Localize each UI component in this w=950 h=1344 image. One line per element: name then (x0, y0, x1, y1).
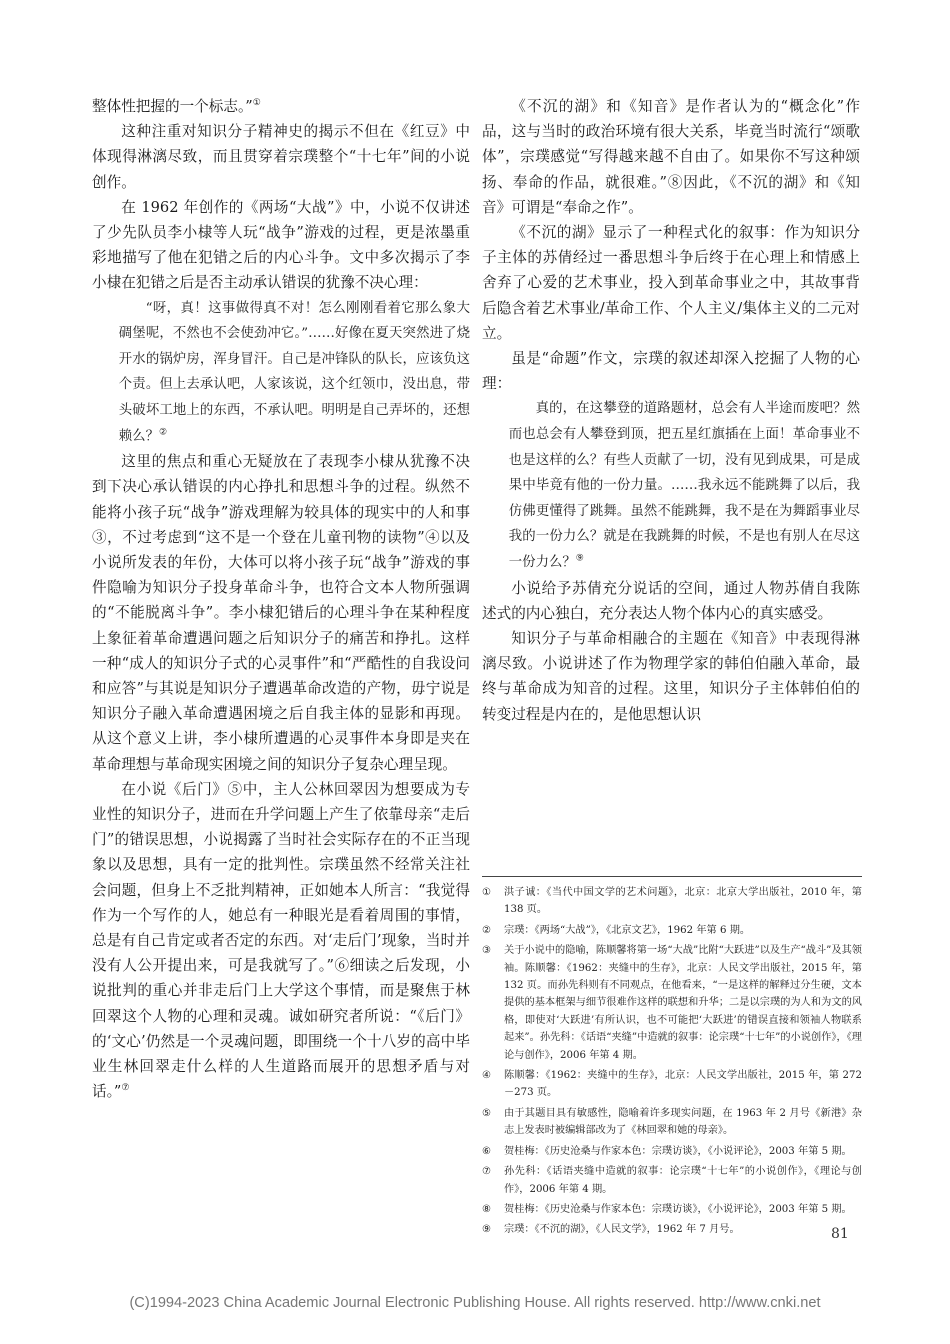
footnote (482, 1221, 862, 1238)
footnote (482, 884, 862, 919)
paragraph: 小说给予苏倩充分说话的空间，通过人物苏倩自我陈述式的内心独白，充分表达人物个体内心的真实感受。 (482, 579, 860, 622)
paragraph: 《不沉的湖》和《知音》是作者认为的“概念化”作品，这与当时的政治环境有很大关系，毕竟当时流行“颂歌体”，宗璞感觉“写得越来越不自由了。如果你不写这种颂扬、奉命的作品，就很难。”⑧因此，《不沉的湖》和《知音》可谓是“奉命之作”。 (482, 98, 860, 216)
footnote-number: ① (482, 887, 492, 898)
paragraph: 整体性把握的一个标志。”① (92, 98, 261, 115)
footnote-ref[interactable]: ⑦ (121, 1083, 130, 1094)
footnote-number: ⑧ (482, 1203, 492, 1215)
paragraph: 这种注重对知识分子精神史的揭示不但在《红豆》中体现得淋漓尽致，而且贯穿着宗璞整个“十七年”间的小说创作。 (92, 123, 470, 191)
footnote-ref[interactable]: ① (252, 98, 261, 109)
footnote-number: ⑨ (482, 1224, 492, 1236)
footnote-ref[interactable]: ⑨ (575, 553, 584, 564)
copyright-footer: (C)1994-2023 China Academic Journal Electronic Publishing House. All rights reserved. http://www.cnki.net (129, 1295, 821, 1311)
footnote-text: 陈顺馨：《1962：夹缝中的生存》，北京：人民文学出版社，2015 年，第 272－273 页。 (504, 1070, 862, 1099)
footnote (482, 942, 862, 1064)
footnote (482, 1067, 862, 1102)
footnote-divider (482, 876, 862, 877)
block-quote: “呀，真！这事做得真不对！怎么刚刚看着它那么象大碉堡呢，不然也不会使劲冲它。”……好像在夏天突然进了烧开水的锅炉房，浑身冒汗。自己是冲锋队的队长，应该负这个责。但上去承认吧，人家该说，这个红领巾，没出息，带头破坏工地上的东西，不承认吧。明明是自己弄坏的，还想赖么？② (118, 300, 470, 444)
footnote (482, 1105, 862, 1140)
footnote-text: 洪子诚：《当代中国文学的艺术问题》，北京：北京大学出版社，2010 年，第 138 页。 (504, 887, 862, 916)
paragraph: 《不沉的湖》显示了一种程式化的叙事：作为知识分子主体的苏倩经过一番思想斗争后终于在心理上和情感上舍弃了心爱的艺术事业，投入到革命事业之中，其故事背后隐含着艺术事业/革命工作、个人主义/集体主义的二元对立。 (482, 224, 860, 342)
footnote-text: 宗璞：《不沉的湖》，《人民文学》，1962 年 7 月号。 (504, 1224, 740, 1236)
footnotes (482, 884, 862, 1242)
footnote-number: ② (482, 924, 492, 936)
page-number: 81 (831, 1226, 849, 1242)
footnote-text: 关于小说中的隐喻，陈顺馨将第一场“大战”比附“大跃进”以及生产“战斗”及其领袖。陈顺馨：《1962：夹缝中的生存》，北京：人民文学出版社，2015 年，第 132 页。而孙先科则有不同观点，在他看来，“一是这样的解释过分生硬，文本提供的基本框架与细节很难作这样的联想和升华；二是以宗璞的为人和为文的风格，即使对‘大跃进’有所认识，也不可能把‘大跃进’的错误直接和领袖人物联系起来”。孙先科：《话语“夹缝”中造就的叙事：论宗璞“十七年”的小说创作》，《理论与创作》，2006 年第 4 期。 (504, 945, 862, 1061)
footnote-text: 贺桂梅：《历史沧桑与作家本色：宗璞访谈》，《小说评论》，2003 年第 5 期。 (504, 1203, 852, 1215)
paragraph: 知识分子与革命相融合的主题在《知音》中表现得淋漓尽致。小说讲述了作为物理学家的韩伯伯融入革命，最终与革命成为知音的过程。这里，知识分子主体韩伯伯的转变过程是内在的，是他思想认识 (482, 630, 860, 723)
left-column (92, 94, 470, 1104)
footnote (482, 1163, 862, 1198)
footnote-number: ⑥ (482, 1145, 492, 1157)
footnote (482, 1201, 862, 1218)
footnote-text: 贺桂梅：《历史沧桑与作家本色：宗璞访谈》，《小说评论》，2003 年第 5 期。 (504, 1145, 852, 1157)
block-quote: 真的，在这攀登的道路题材，总会有人半途而废吧？然而也总会有人攀登到顶，把五星红旗插在上面！革命事业不也是这样的么？有些人贡献了一切，没有见到成果，可是成果中毕竟有他的一份力量。……我永远不能跳舞了以后，我仿佛更懂得了跳舞。虽然不能跳舞，我不是在为舞蹈事业尽我的一份力么？就是在我跳舞的时候，不是也有别人在尽这一份力么？⑨ (508, 401, 860, 570)
footnote-text: 孙先科：《话语夹缝中造就的叙事：论宗璞“十七年”的小说创作》，《理论与创作》，2006 年第 4 期。 (504, 1166, 862, 1195)
footnote-number: ④ (482, 1070, 492, 1082)
footnote (482, 922, 862, 939)
paragraph: 这里的焦点和重心无疑放在了表现李小棣从犹豫不决到下决心承认错误的内心挣扎和思想斗争的过程。纵然不能将小孩子玩“战争”游戏理解为较具体的现实中的人和事③，不过考虑到“这不是一个登在儿童刊物的读物”④以及小说所发表的年份，大体可以将小孩子玩“战争”游戏的事件隐喻为知识分子投身革命斗争，也符合文本人物所强调的“不能脱离斗争”。李小棣犯错后的心理斗争在某种程度上象征着革命遭遇问题之后知识分子的痛苦和挣扎。这样一种“成人的知识分子式的心灵事件”和“严酷性的自我设问和应答”与其说是知识分子遭遇革命改造的产物，毋宁说是知识分子融入革命遭遇困境之后自我主体的显影和再现。从这个意义上讲，李小棣所遭遇的心灵事件本身即是夹在革命理想与革命现实困境之间的知识分子复杂心理呈现。 (92, 453, 470, 773)
paragraph: 在小说《后门》⑤中，主人公林回翠因为想要成为专业性的知识分子，进而在升学问题上产生了依靠母亲“走后门”的错误思想，小说揭露了当时社会实际存在的不正当现象以及思想，具有一定的批判性。宗璞虽然不经常关注社会问题，但身上不乏批判精神，正如她本人所言：“我觉得作为一个写作的人，她总有一种眼光是看着周围的事情，总是有自己肯定或者否定的东西。对‘走后门’现象，当时并没有人公开提出来，可是我就写了。”⑥细读之后发现，小说批判的重心并非走后门上大学这个事情，而是聚焦于林回翠这个人物的心理和灵魂。诚如研究者所说：“《后门》的‘文心’仍然是一个灵魂问题，即围绕一个十八岁的高中毕业生林回翠走什么样的人生道路而展开的思想矛盾与对话。”⑦ (92, 780, 470, 1101)
footnote-ref[interactable]: ② (158, 427, 168, 438)
footnote-number: ⑦ (482, 1166, 492, 1178)
paragraph: 在 1962 年创作的《两场“大战”》中，小说不仅讲述了少先队员李小棣等人玩“战争”游戏的过程，更是浓墨重彩地描写了他在犯错之后的内心斗争。文中多次揭示了李小棣在犯错之后是否主动承认错误的犹豫不决心理： (92, 198, 470, 292)
footnote (482, 1143, 862, 1160)
footnote-text: 宗璞：《两场“大战”》，《北京文艺》，1962 年第 6 期。 (504, 924, 751, 936)
right-column (482, 94, 860, 727)
footnote-number: ⑤ (482, 1107, 492, 1119)
footnote-text: 由于其题目具有敏感性，隐喻着许多现实问题，在 1963 年 2 月号《新港》杂志上发表时被编辑部改为了《林回翠和她的母亲》。 (504, 1107, 862, 1137)
paragraph: 虽是“命题”作文，宗璞的叙述却深入挖掘了人物的心理： (482, 350, 860, 393)
footnote-number: ③ (482, 945, 492, 957)
